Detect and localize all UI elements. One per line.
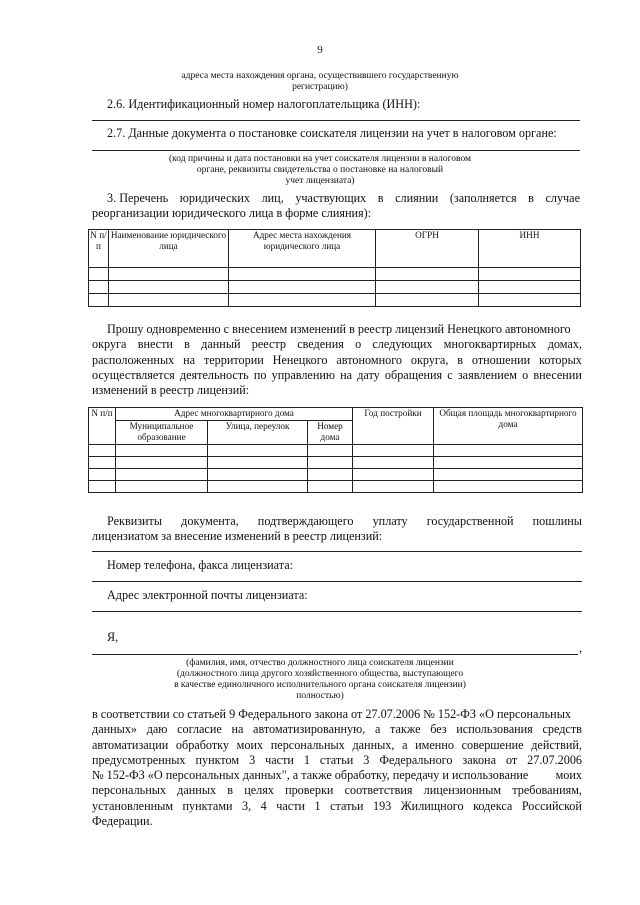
email-label: Адрес электронной почты лицензиата:	[107, 588, 308, 602]
fio-comma: ,	[579, 641, 583, 655]
col-header-entity-name: Наименование юридического лица	[109, 230, 229, 268]
col-header-street: Улица, переулок	[208, 421, 308, 445]
col-header-year-built: Год постройки	[353, 408, 434, 445]
tax-registration-note: (код причины и дата постановки на учет соискателя лицензии в налоговом органе, реквизиты свидетельства о постановке на налоговый учет лицензиата)	[168, 154, 472, 186]
email-input-line[interactable]	[92, 611, 582, 612]
requisites-input-line[interactable]	[92, 551, 582, 552]
table-row	[89, 481, 583, 493]
consent-paragraph: в соответствии со статьей 9 Федерального закона от 27.07.2006 № 152-ФЗ «О персональных данных» даю согласие на автоматизированную, а также без использования средств автоматизации обработку моих персональных данных, а именно совершение действий, предусмотренных пунктом 3 части 1 статьи 3 Федерального закона от 27.07.2006 № 152-ФЗ «О персональных данных", а также обработку, передачу и использование моих персональных данных в целях проверки соответствия лицензионным требованиям, установленным пунктами 3, 4 части 1 статьи 193 Жилищного кодекса Российской Федерации.	[92, 707, 582, 829]
col-header-number: N п/п	[89, 230, 109, 268]
fio-note: (фамилия, имя, отчество должностного лица соискателя лицензии (должностного лица другого хозяйственного общества, выступающего в качестве единоличного исполнительного органа соискателя лицензии) полностью)	[174, 658, 466, 701]
ya-label: Я,	[107, 630, 119, 644]
table-row	[89, 268, 581, 281]
col-header-municipality: Муниципальное образование	[116, 421, 208, 445]
col-header-building-address: Адрес многоквартирного дома	[116, 408, 353, 421]
phone-label: Номер телефона, факса лицензиата:	[107, 558, 294, 572]
col-header-house-number: Номер дома	[308, 421, 353, 445]
merger-paragraph: 3. Перечень юридических лиц, участвующих в слиянии (заполняется в случае реорганизации юридического лица в форме слияния):	[92, 191, 580, 221]
col-header-total-area: Общая площадь многоквартирного дома	[434, 408, 583, 445]
col-header-number: N п/п	[89, 408, 116, 445]
merger-entities-table	[88, 229, 581, 307]
request-paragraph: Прошу одновременно с внесением изменений в реестр лицензий Ненецкого автономного округа внести в данный реестр сведения о следующих многоквартирных домах, расположенных на территории Ненецкого автономного округа, в отношении которых осуществляется деятельность по управлению на дату обращения с заявлением о внесении изменений в реестр лицензий:	[92, 322, 582, 398]
inn-input-line[interactable]	[92, 120, 580, 121]
col-header-entity-address: Адрес места нахождения юридического лица	[229, 230, 376, 268]
tax-registration-input-line[interactable]	[92, 150, 580, 151]
phone-input-line[interactable]	[92, 581, 582, 582]
table-row	[89, 294, 581, 307]
table-row	[89, 457, 583, 469]
fio-input-line[interactable]	[92, 654, 578, 655]
inn-label: 2.6. Идентификационный номер налогоплательщика (ИНН):	[107, 97, 421, 111]
registration-note: адреса места нахождения органа, осуществившего государственную регистрацию)	[181, 71, 459, 92]
table-row	[89, 469, 583, 481]
requisites-paragraph: Реквизиты документа, подтверждающего уплату государственной пошлины лицензиатом за внесение изменений в реестр лицензий:	[92, 514, 582, 544]
apartment-buildings-table	[88, 407, 583, 493]
tax-registration-label: 2.7. Данные документа о постановке соискателя лицензии на учет в налоговом органе:	[107, 126, 557, 140]
page-number: 9	[317, 44, 323, 56]
col-header-inn: ИНН	[479, 230, 581, 268]
col-header-ogrn: ОГРН	[376, 230, 479, 268]
table-row	[89, 281, 581, 294]
table-row	[89, 445, 583, 457]
